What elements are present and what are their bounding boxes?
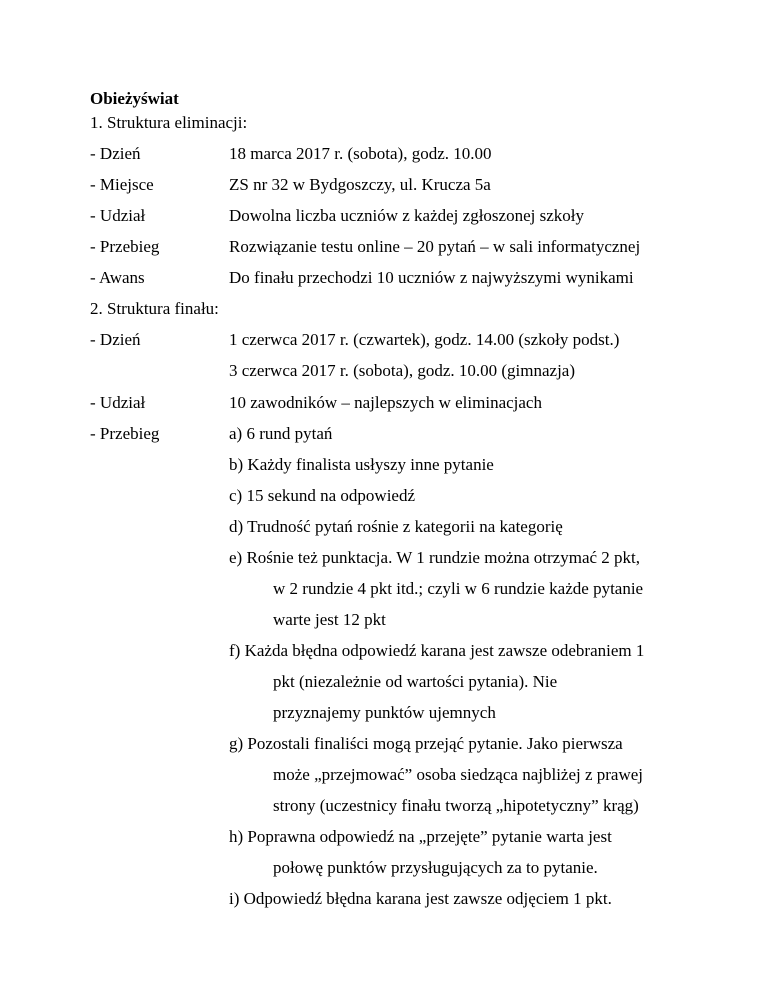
course-item-c: c) 15 sekund na odpowiedź <box>229 486 416 505</box>
course-item-d: d) Trudność pytań rośnie z kategorii na kategorię <box>229 517 563 536</box>
section1-label-participation: - Udział <box>90 206 146 225</box>
course-item-e-cont-1: w 2 rundzie 4 pkt itd.; czyli w 6 rundzie każde pytanie <box>273 579 644 598</box>
section2-label-course: - Przebieg <box>90 424 160 443</box>
section1-label-day: - Dzień <box>90 144 141 163</box>
course-item-e: e) Rośnie też punktacja. W 1 rundzie można otrzymać 2 pkt, <box>229 548 641 567</box>
section2-value-participation: 10 zawodników – najlepszych w eliminacjach <box>229 393 542 412</box>
course-item-h-cont-1: połowę punktów przysługujących za to pytanie. <box>273 858 598 877</box>
section1-value-day: 18 marca 2017 r. (sobota), godz. 10.00 <box>229 144 492 163</box>
course-item-g-cont-2: strony (uczestnicy finału tworzą „hipotetyczny” krąg) <box>273 796 639 815</box>
course-item-f-cont-1: pkt (niezależnie od wartości pytania). Nie <box>273 672 558 691</box>
section1-heading: 1. Struktura eliminacji: <box>90 113 248 132</box>
course-item-b: b) Każdy finalista usłyszy inne pytanie <box>229 455 494 474</box>
section2-label-day: - Dzień <box>90 330 141 349</box>
course-item-i: i) Odpowiedź błędna karana jest zawsze odjęciem 1 pkt. <box>229 889 612 908</box>
course-item-a: a) 6 rund pytań <box>229 424 333 443</box>
course-item-e-cont-2: warte jest 12 pkt <box>273 610 386 629</box>
section1-label-place: - Miejsce <box>90 175 154 194</box>
course-item-g: g) Pozostali finaliści mogą przejąć pytanie. Jako pierwsza <box>229 734 623 753</box>
section1-value-participation: Dowolna liczba uczniów z każdej zgłoszonej szkoły <box>229 206 584 225</box>
section1-value-place: ZS nr 32 w Bydgoszczy, ul. Krucza 5a <box>229 175 491 194</box>
section1-value-course: Rozwiązanie testu online – 20 pytań – w sali informatycznej <box>229 237 641 256</box>
section2-heading: 2. Struktura finału: <box>90 299 219 318</box>
section1-label-course: - Przebieg <box>90 237 160 256</box>
document-title: Obieżyświat <box>90 89 179 108</box>
section1-label-promotion: - Awans <box>90 268 145 287</box>
section1-value-promotion: Do finału przechodzi 10 uczniów z najwyższymi wynikami <box>229 268 634 287</box>
section2-day-line-2: 3 czerwca 2017 r. (sobota), godz. 10.00 (gimnazja) <box>229 361 576 380</box>
course-item-h: h) Poprawna odpowiedź na „przejęte” pytanie warta jest <box>229 827 612 846</box>
section2-label-participation: - Udział <box>90 393 146 412</box>
course-item-f-cont-2: przyznajemy punktów ujemnych <box>273 703 496 722</box>
course-item-f: f) Każda błędna odpowiedź karana jest zawsze odebraniem 1 <box>229 641 645 660</box>
section2-day-line-1: 1 czerwca 2017 r. (czwartek), godz. 14.00 (szkoły podst.) <box>229 330 620 349</box>
course-item-g-cont-1: może „przejmować” osoba siedząca najbliżej z prawej <box>273 765 644 784</box>
